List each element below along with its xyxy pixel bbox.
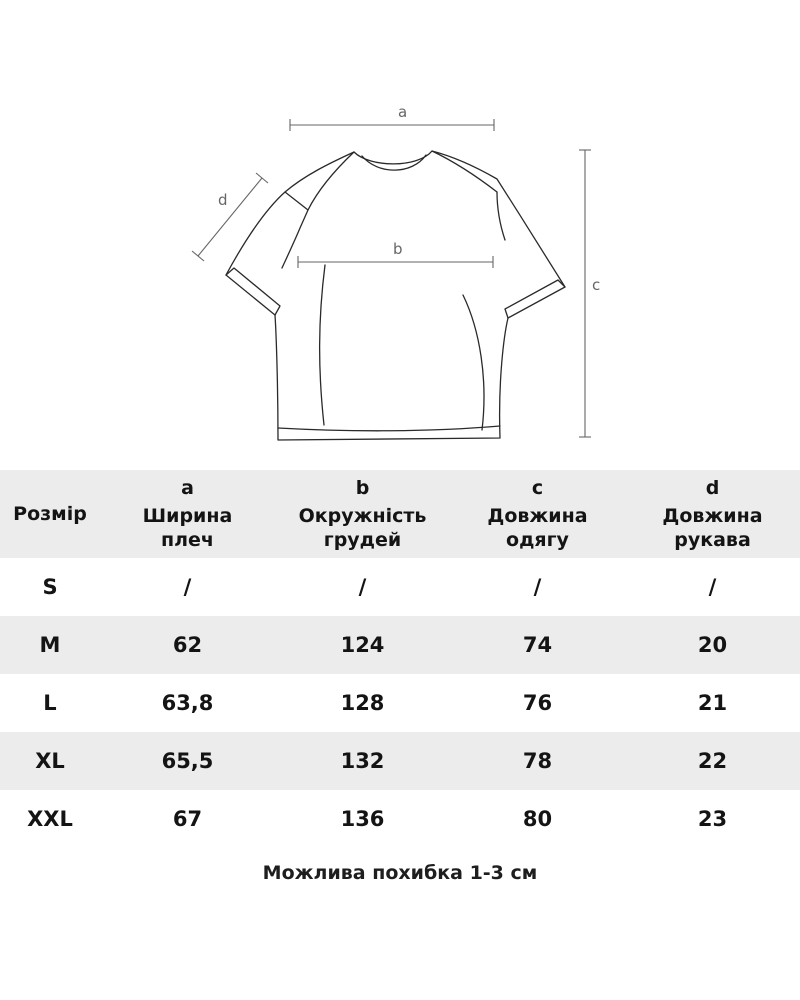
header-col-b [275,470,450,558]
table-row-xxl [0,790,800,848]
header-letter-d: d [705,477,720,499]
header-name-d: Довжина рукава [662,505,763,551]
header-col-c [450,470,625,558]
cell-d: 22 [697,749,728,773]
cell-b: 136 [340,807,385,831]
cell-d: / [708,575,717,599]
header-col-a [100,470,275,558]
table-row-m [0,616,800,674]
header-name-b: Окружність грудей [298,505,427,551]
cell-size: S [42,575,58,599]
cell-b: 124 [340,633,385,657]
header-size-label: Розмір [13,503,87,525]
header-letter-b: b [355,477,370,499]
measurement-lines [192,119,591,437]
tolerance-note: Можлива похибка 1-3 см [262,862,538,884]
cell-size: L [43,691,57,715]
cell-size: XXL [27,807,73,831]
cell-a: 67 [172,807,203,831]
tshirt-diagram-svg [0,0,800,460]
cell-c: 80 [522,807,553,831]
table-row-s [0,558,800,616]
cell-c: 78 [522,749,553,773]
cell-a: 65,5 [161,749,214,773]
header-col-d [625,470,800,558]
header-letter-c: c [531,477,544,499]
cell-d: 20 [697,633,728,657]
cell-d: 23 [697,807,728,831]
size-chart-table [0,470,800,848]
cell-a: 63,8 [161,691,214,715]
dim-label-c: c [592,276,601,294]
cell-a: 62 [172,633,203,657]
cell-c: / [533,575,542,599]
table-row-l [0,674,800,732]
dim-label-a: a [398,103,408,121]
cell-size: XL [35,749,65,773]
cell-a: / [183,575,192,599]
cell-c: 76 [522,691,553,715]
tshirt-outline [226,151,565,440]
tshirt-measurement-diagram [0,0,800,460]
cell-c: 74 [522,633,553,657]
header-name-c: Довжина одягу [487,505,588,551]
header-size [0,470,100,558]
dim-label-b: b [393,240,403,258]
dim-label-d: d [218,191,228,209]
table-row-xl [0,732,800,790]
header-name-a: Ширина плеч [142,505,233,551]
cell-b: / [358,575,367,599]
cell-b: 132 [340,749,385,773]
header-letter-a: a [181,477,194,499]
cell-d: 21 [697,691,728,715]
table-header-row [0,470,800,558]
cell-size: M [39,633,61,657]
cell-b: 128 [340,691,385,715]
